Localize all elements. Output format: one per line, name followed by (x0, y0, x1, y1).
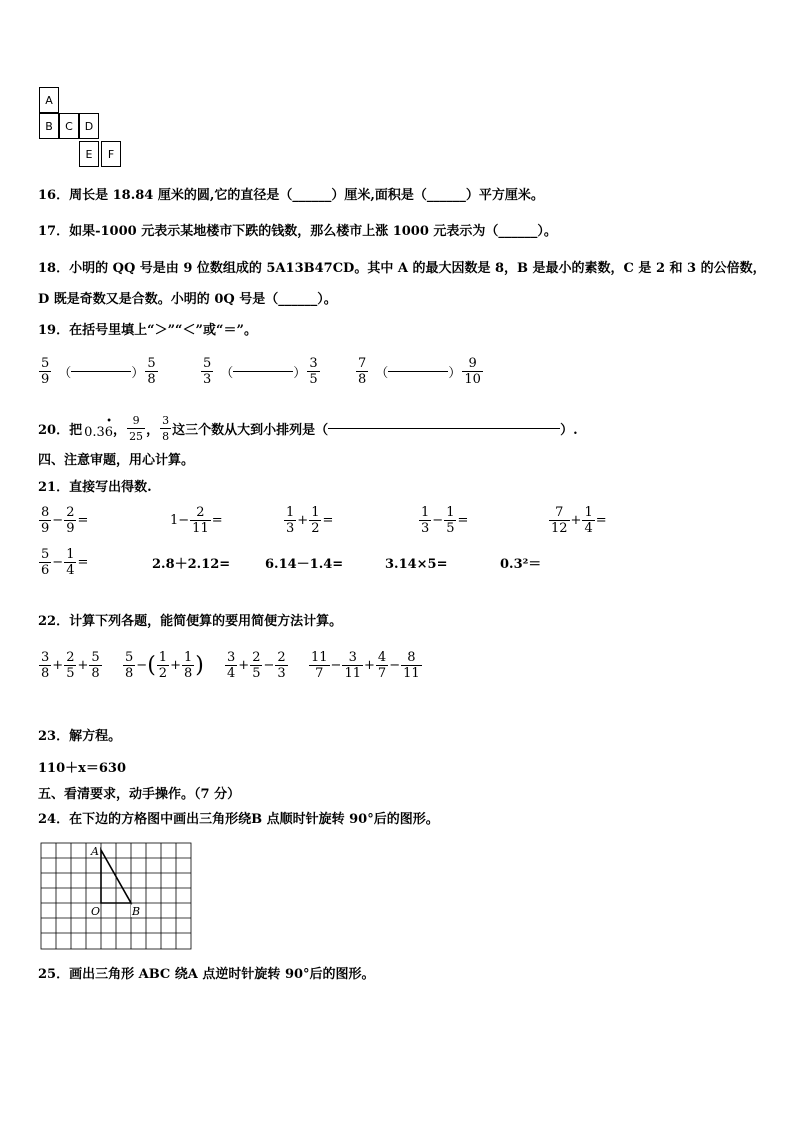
fraction: $\frac{2}{3}$ (277, 650, 286, 681)
q21-item-1 (38, 505, 88, 536)
fraction: $\frac{2}{9}$ (66, 505, 75, 536)
operator: − (263, 658, 275, 673)
fraction: $\frac{4}{7}$ (377, 650, 387, 681)
q19-compare-2 (200, 356, 321, 387)
fraction: $\frac{7}{8}$ (358, 356, 367, 387)
question-24: 24．在下边的方格图中画出三角形绕B 点顺时针旋转 90°后的图形。 (38, 812, 439, 827)
fraction: $\frac{11}{7}$ (311, 650, 328, 681)
net-cell-f: F (101, 141, 121, 167)
operator: + (570, 513, 582, 528)
operator: + (364, 658, 375, 673)
question-18-line1: 18．小明的 QQ 号是由 9 位数组成的 5A13B47CD。其中 A 的最大因数是 8，B 是最小的素数，C 是 2 和 3 的公倍数， (38, 261, 766, 276)
answer-blank[interactable] (328, 428, 560, 429)
left-paren: ( (147, 652, 156, 678)
fraction: $\frac{1}{5}$ (446, 505, 455, 536)
fraction: $\frac{5}{8}$ (125, 650, 134, 681)
q20-suffix: 这三个数从大到小排列是（ (172, 423, 329, 438)
left-paren: （ (375, 366, 389, 381)
question-17: 17．如果-1000 元表示某地楼市下跌的钱数，那么楼市上涨 1000 元表示为（______）。 (38, 224, 557, 239)
fraction: $\frac{9}{25}$ (129, 414, 144, 443)
q22-expr-1 (38, 650, 103, 681)
fraction: $\frac{5}{8}$ (147, 356, 156, 387)
fraction: $\frac{3}{8}$ (41, 650, 50, 681)
q21-item-4 (418, 505, 468, 536)
fraction: $\frac{3}{8}$ (162, 414, 170, 443)
operator: + (52, 658, 64, 673)
fraction: $\frac{1}{3}$ (286, 505, 295, 536)
net-cell-a: A (39, 87, 59, 113)
operator: − (389, 658, 401, 673)
fraction: $\frac{8}{11}$ (403, 650, 420, 681)
question-23-title: 23．解方程。 (38, 729, 122, 744)
equals: = (595, 513, 607, 528)
net-cell-b: B (39, 113, 59, 139)
q21-item-3 (283, 505, 333, 536)
question-21-title: 21．直接写出得数. (38, 480, 152, 495)
equals: = (77, 555, 89, 570)
question-19-title: 19．在括号里填上“＞”“＜”或“＝”。 (38, 323, 257, 338)
q21-item-10: 0.3²＝ (500, 557, 542, 572)
fraction: $\frac{3}{5}$ (309, 356, 318, 387)
fraction: $\frac{5}{6}$ (41, 547, 50, 578)
repeating-decimal: 0.36 • (84, 416, 114, 440)
operator: + (238, 658, 250, 673)
label-b: B (132, 905, 141, 918)
rotation-grid[interactable] (40, 842, 194, 952)
q22-expr-2 (122, 650, 204, 681)
question-22-title: 22．计算下列各题，能简便算的要用简便方法计算。 (38, 614, 343, 629)
left-paren: （ (220, 366, 234, 381)
operator: − (432, 513, 444, 528)
q21-item-5 (548, 505, 607, 536)
q19-compare-1 (38, 356, 159, 387)
repeating-dot: • (106, 416, 113, 427)
fraction: $\frac{1}{8}$ (183, 650, 193, 681)
fraction: $\frac{7}{12}$ (551, 505, 568, 536)
section-4-heading: 四、注意审题，用心计算。 (38, 453, 195, 468)
operator: − (52, 555, 64, 570)
fraction: $\frac{1}{2}$ (158, 650, 168, 681)
section-5-heading: 五、看清要求，动手操作。（7 分） (38, 787, 241, 802)
answer-blank[interactable] (71, 371, 131, 372)
q21-item-6 (38, 547, 88, 578)
question-23-equation: 110＋x＝630 (38, 761, 127, 776)
fraction: $\frac{1}{4}$ (584, 505, 593, 536)
label-a: A (91, 845, 99, 858)
right-paren: ） (131, 366, 145, 381)
q22-expr-3 (224, 650, 289, 681)
question-20 (38, 413, 578, 444)
equals: = (211, 513, 223, 528)
q20-end: ）. (560, 423, 578, 438)
fraction: $\frac{9}{10}$ (464, 356, 481, 387)
right-paren: ） (448, 366, 462, 381)
lead-term: 1− (170, 513, 190, 528)
fraction: $\frac{5}{9}$ (41, 356, 50, 387)
answer-blank[interactable] (388, 371, 448, 372)
right-paren: ） (293, 366, 307, 381)
fraction: $\frac{5}{8}$ (91, 650, 100, 681)
q21-item-7: 2.8＋2.12= (152, 557, 231, 572)
q21-item-8: 6.14－1.4= (265, 557, 344, 572)
operator: + (77, 658, 89, 673)
question-25: 25．画出三角形 ABC 绕A 点逆时针旋转 90°后的图形。 (38, 967, 375, 982)
fraction: $\frac{5}{3}$ (203, 356, 212, 387)
question-16: 16．周长是 18.84 厘米的圆,它的直径是（______）厘米,面积是（______）平方厘米。 (38, 188, 544, 203)
q19-compare-3 (355, 356, 484, 387)
net-cell-c: C (59, 113, 79, 139)
equals: = (322, 513, 334, 528)
net-cell-e: E (79, 141, 99, 167)
operator: − (52, 513, 64, 528)
fraction: $\frac{2}{11}$ (192, 505, 209, 536)
operator: − (330, 658, 342, 673)
fraction: $\frac{3}{11}$ (344, 650, 361, 681)
answer-blank[interactable] (233, 371, 293, 372)
label-o: O (91, 905, 101, 918)
q22-expr-4 (308, 650, 423, 681)
operator: − (136, 658, 148, 673)
right-paren: ) (195, 652, 204, 678)
q20-prefix: 20．把 (38, 423, 83, 438)
fraction: $\frac{3}{4}$ (227, 650, 236, 681)
net-cell-d: D (79, 113, 99, 139)
fraction: $\frac{8}{9}$ (41, 505, 50, 536)
q21-item-2 (170, 505, 223, 536)
operator: + (170, 658, 181, 673)
fraction: $\frac{1}{4}$ (66, 547, 75, 578)
fraction: $\frac{2}{5}$ (66, 650, 75, 681)
fraction: $\frac{1}{3}$ (421, 505, 430, 536)
q21-item-9: 3.14×5= (385, 557, 448, 572)
equals: = (457, 513, 469, 528)
grid-lines (41, 843, 191, 949)
operator: + (297, 513, 309, 528)
comma: ， (113, 423, 127, 438)
question-18-line2: D 既是奇数又是合数。小明的 0Q 号是（______）。 (38, 292, 337, 307)
equals: = (77, 513, 89, 528)
left-paren: （ (58, 366, 72, 381)
comma: ， (146, 423, 160, 438)
fraction: $\frac{2}{5}$ (252, 650, 261, 681)
fraction: $\frac{1}{2}$ (311, 505, 320, 536)
